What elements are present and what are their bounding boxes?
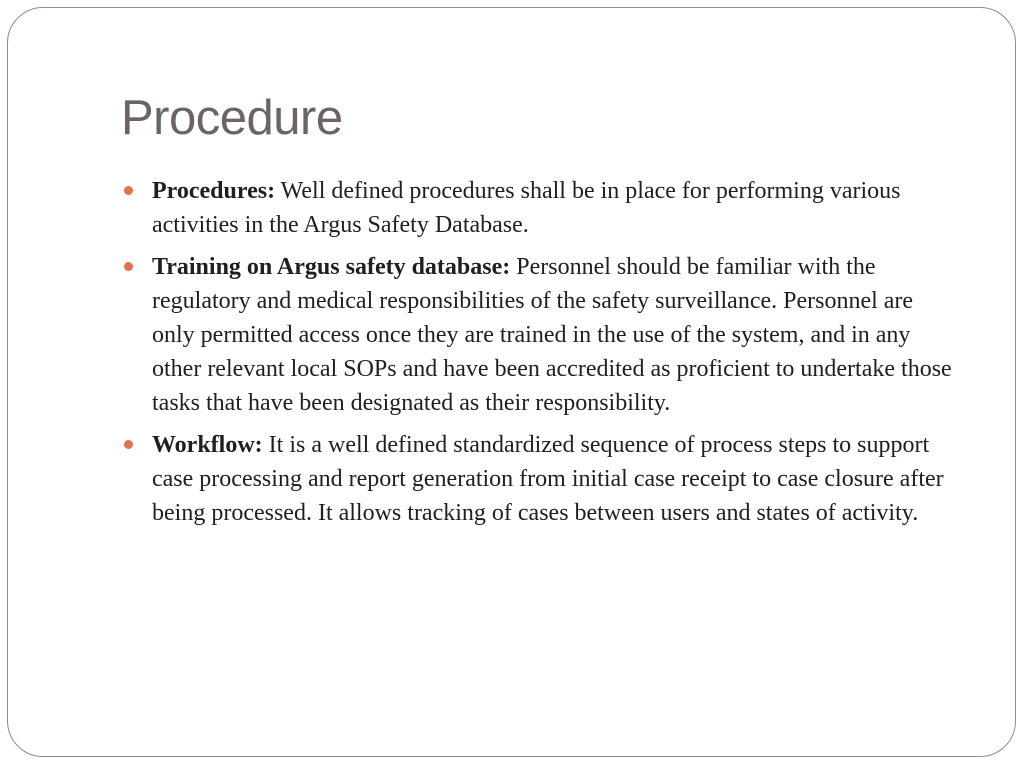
slide-frame [7,7,1016,757]
bullet-term: Procedures: [152,178,276,204]
bullet-dot-icon [124,440,133,449]
bullet-dot-icon [124,262,133,271]
bullet-workflow [121,428,961,530]
bullet-text: Well defined procedures shall be in place for performing various activities in the Argus Safety Database. [152,178,901,238]
bullet-term: Training on Argus safety database: [152,254,511,280]
bullet-text: It is a well defined standardized sequence of process steps to support case processing and report generation from initial case receipt to case closure after being processed. It allows tracking of cases between users and states of activity. [152,432,944,526]
bullet-list [121,174,961,538]
bullet-training [121,250,961,420]
bullet-term: Workflow: [152,432,263,458]
bullet-procedures [121,174,961,242]
bullet-dot-icon [124,186,133,195]
bullet-text: Personnel should be familiar with the regulatory and medical responsibilities of the safety surveillance. Personnel are only permitted access once they are trained in the use of the system, and in any other relevant local SOPs and have been accredited as proficient to undertake those tasks that have been designated as their responsibility. [152,254,952,416]
slide-title: Procedure [121,91,343,145]
